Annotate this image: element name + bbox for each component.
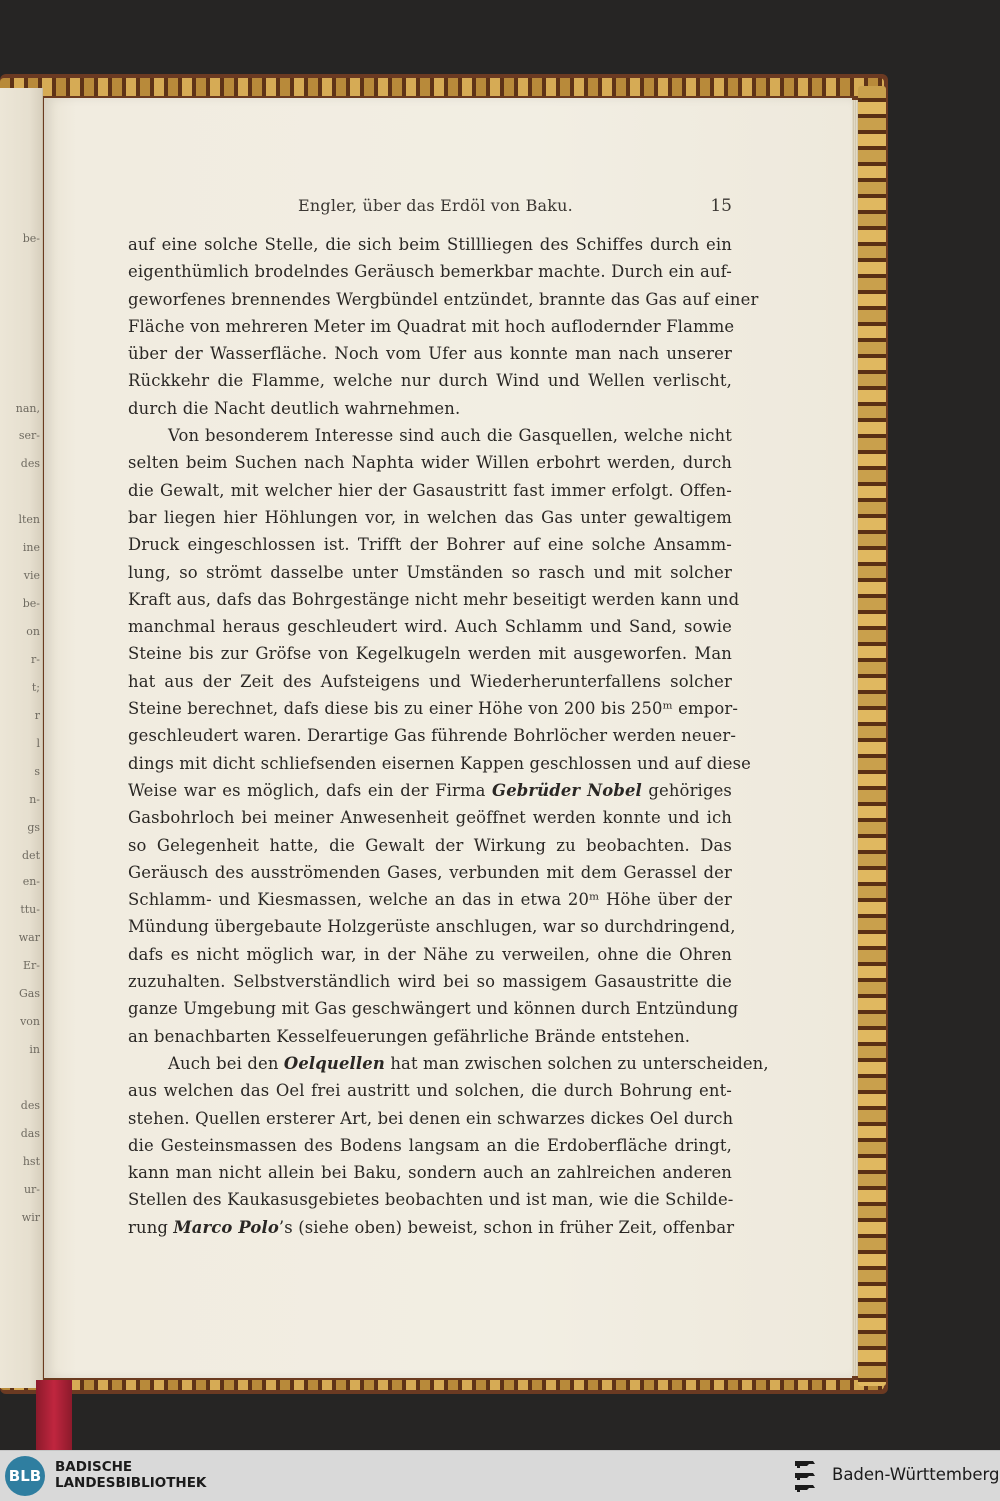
text-line: [128, 1214, 735, 1241]
left-page-edge: [0, 88, 43, 1388]
left-page-fragment: ine: [22, 541, 40, 554]
text-line: die Gewalt, mit welcher hier der Gasaustritt fast immer erfolgt. Offen-: [128, 480, 732, 500]
footer-bar: [0, 1450, 1000, 1501]
state-name[interactable]: Baden-Württemberg: [832, 1465, 1000, 1484]
text-line: manchmal heraus geschleudert wird. Auch Schlamm und Sand, sowie: [128, 617, 732, 637]
text-line: eigenthümlich brodelndes Geräusch bemerkbar machte. Durch ein auf-: [128, 262, 732, 282]
left-page-fragment: l: [36, 737, 40, 750]
left-page-fragment: nan,: [15, 402, 40, 415]
page-number: 15: [710, 196, 732, 216]
left-page-fragment: von: [20, 1015, 40, 1028]
text-line: selten beim Suchen nach Naphta wider Willen erbohrt werden, durch: [128, 453, 732, 473]
text-segment: ’s (siehe oben) beweist, schon in früher Zeit, offenbar: [278, 1217, 735, 1237]
text-line: kann man nicht allein bei Baku, sondern auch an zahlreichen anderen: [128, 1163, 732, 1183]
text-line: Stellen des Kaukasusgebietes beobachten und ist man, wie die Schilde-: [128, 1190, 734, 1210]
text-line: Steine bis zur Gröfse von Kegelkugeln werden mit ausgeworfen. Man: [128, 644, 732, 664]
text-line: aus welchen das Oel frei austritt und solchen, die durch Bohrung ent-: [128, 1081, 732, 1101]
left-page-fragment: det: [22, 849, 40, 862]
left-page-fragment: hst: [22, 1155, 40, 1168]
text-segment: rung: [128, 1217, 174, 1237]
left-page-fragment: in: [29, 1043, 40, 1056]
coat-of-arms-lions-icon: [792, 1457, 822, 1495]
text-line: so Gelegenheit hatte, die Gewalt der Wirkung zu beobachten. Das: [128, 835, 732, 855]
left-page-fragment: des: [20, 1099, 40, 1112]
text-line: dings mit dicht schliefsenden eisernen Kappen geschlossen und auf diese: [128, 753, 752, 773]
text-line: [128, 1050, 769, 1077]
text-line: dafs es nicht möglich war, in der Nähe zu verweilen, ohne die Ohren: [128, 944, 732, 964]
library-name-line1: BADISCHE: [55, 1459, 133, 1475]
text-line: Kraft aus, dafs das Bohrgestänge nicht mehr beseitigt werden kann und: [128, 589, 740, 609]
left-page-fragment: ur-: [23, 1183, 40, 1196]
text-line: auf eine solche Stelle, die sich beim Stillliegen des Schiffes durch ein: [128, 235, 732, 254]
emphasis-name: Oelquellen: [283, 1053, 385, 1073]
text-segment: Auch bei den: [168, 1053, 284, 1073]
left-page-fragment: lten: [18, 513, 40, 526]
left-page-fragment: wir: [21, 1211, 40, 1224]
left-page-fragment: Gas: [19, 987, 40, 1000]
left-page-fragment: Er-: [22, 959, 40, 972]
emphasis-name: Marco Polo: [173, 1217, 279, 1237]
blb-logo[interactable]: BLB: [5, 1456, 45, 1496]
text-line: [128, 777, 732, 804]
left-page-fragment: ttu-: [20, 903, 40, 916]
text-line: bar liegen hier Höhlungen vor, in welchen das Gas unter gewaltigem: [128, 507, 732, 527]
gilt-border-right: [858, 86, 886, 1386]
left-page-fragment: r: [34, 709, 40, 722]
library-name[interactable]: [55, 1459, 206, 1491]
left-page-fragment: des: [20, 457, 40, 470]
left-page-fragment: das: [20, 1127, 40, 1140]
text-line: Druck eingeschlossen ist. Trifft der Bohrer auf eine solche Ansamm-: [128, 535, 732, 555]
bookmark-ribbon: [36, 1380, 72, 1450]
text-line: ganze Umgebung mit Gas geschwängert und können durch Entzündung: [128, 999, 739, 1019]
text-line: Rückkehr die Flamme, welche nur durch Wind und Wellen verlischt,: [128, 371, 732, 391]
running-header: [128, 196, 732, 220]
text-line: durch die Nacht deutlich wahrnehmen.: [128, 398, 461, 418]
text-line: Von besonderem Interesse sind auch die Gasquellen, welche nicht: [168, 426, 732, 446]
text-line: die Gesteinsmassen des Bodens langsam an die Erdoberfläche dringt,: [128, 1135, 732, 1155]
left-page-fragment: on: [26, 625, 40, 638]
left-page-fragment: n-: [29, 793, 40, 806]
left-page-fragment: en-: [22, 875, 40, 888]
text-line: lung, so strömt dasselbe unter Umständen so rasch und mit solcher: [128, 562, 732, 582]
text-line: Mündung übergebaute Holzgerüste anschlugen, war so durchdringend,: [128, 917, 736, 937]
text-line: über der Wasserfläche. Noch vom Ufer aus konnte man nach unserer: [128, 344, 732, 364]
text-line: stehen. Quellen ersterer Art, bei denen ein schwarzes dickes Oel durch: [128, 1108, 734, 1128]
left-page-fragment: gs: [27, 821, 40, 834]
left-page-fragment: s: [34, 765, 40, 778]
text-segment: hat man zwischen solchen zu unterscheiden,: [384, 1053, 769, 1073]
text-line: Gasbohrloch bei meiner Anwesenheit geöffnet werden konnte und ich: [128, 808, 732, 828]
text-line: Fläche von mehreren Meter im Quadrat mit hoch auflodernder Flamme: [128, 316, 735, 336]
text-segment: gehöriges: [641, 780, 732, 800]
text-line: Steine berechnet, dafs diese bis zu einer Höhe von 200 bis 250ᵐ empor-: [128, 699, 739, 719]
running-head-title: Engler, über das Erdöl von Baku.: [298, 196, 573, 215]
library-name-line2: LANDESBIBLIOTHEK: [55, 1475, 207, 1491]
text-line: Geräusch des ausströmenden Gases, verbunden mit dem Gerassel der: [128, 862, 732, 882]
text-line: geschleudert waren. Derartige Gas führende Bohrlöcher werden neuer-: [128, 726, 737, 746]
text-segment: Weise war es möglich, dafs ein der Firma: [128, 780, 493, 800]
body-text: [128, 231, 769, 1241]
text-line: hat aus der Zeit des Aufsteigens und Wiederherunterfallens solcher: [128, 671, 732, 691]
text-line: zuzuhalten. Selbstverständlich wird bei so massigem Gasaustritte die: [128, 972, 732, 992]
text-line: Schlamm- und Kiesmassen, welche an das in etwa 20ᵐ Höhe über der: [128, 890, 732, 910]
left-page-fragment: t;: [31, 681, 40, 694]
left-page-fragment: vie: [23, 569, 40, 582]
left-page-fragment: war: [18, 931, 40, 944]
left-page-fragment: ser-: [18, 429, 40, 442]
left-page-fragment: be-: [22, 597, 40, 610]
left-page-fragment: be-: [22, 232, 40, 245]
text-line: an benachbarten Kesselfeuerungen gefährliche Brände entstehen.: [128, 1026, 691, 1046]
left-page-fragment: r-: [31, 653, 40, 666]
emphasis-name: Gebrüder Nobel: [492, 780, 642, 800]
text-line: geworfenes brennendes Wergbündel entzündet, brannte das Gas auf einer: [128, 289, 759, 309]
